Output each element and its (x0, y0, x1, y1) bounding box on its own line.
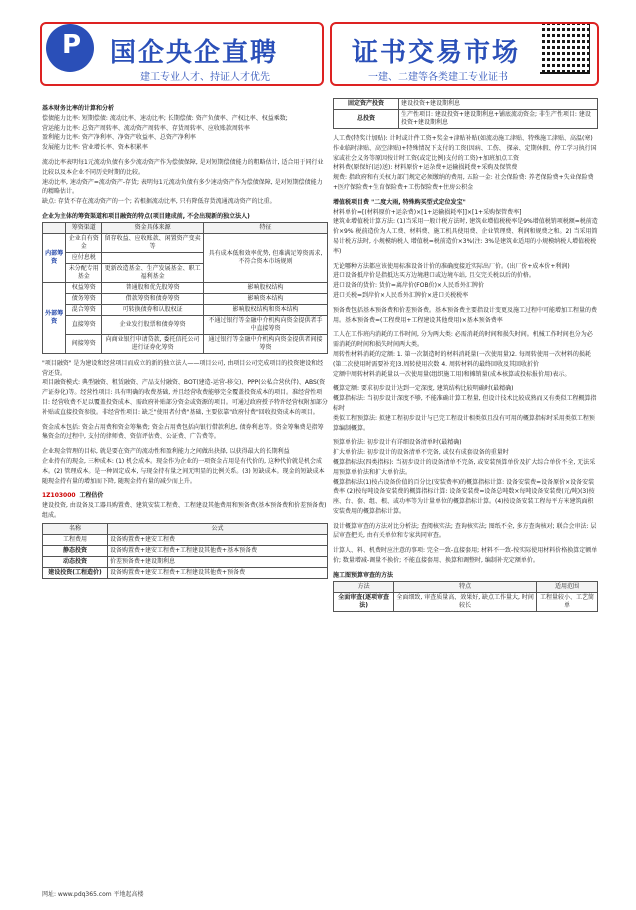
project-para: 项目融资模式: 典型融资、租赁融资、产品支付融资、BOT(建造-运营-移交)、PPP(公私合营伙伴)、ABS(资产证券化)等。经营性项目: 具有明确的收费基础, 并且经营收费能够完全覆盖投资成本的项目。准经营性项目: 经营收费不足以覆盖投资成本、需政府补贴部分资金或资源的项目。可通过政府授予特许经营权附加部分补贴或直接投资参股。非经营性项目: 缺乏"使用者付费"基础, 主要依靠"政府付费"回收投资成本的项目。 (42, 379, 328, 416)
reserve-para: 工人在工作班内消耗的工作时间, 分为两大类: 必需消耗的时间和损失时间。机械工作时间也分为必需消耗的时间和损失时间两大类。 (333, 331, 593, 349)
table-cell: 静态投资 (43, 545, 108, 556)
review-method-table (333, 581, 598, 612)
import-para: 进口设备的货价: 货价=离岸价(FOB价)×人民币外汇牌价 (333, 282, 484, 290)
ratio-title: 基本财务比率的计算和分析 (42, 105, 115, 112)
total-investment-table (333, 98, 598, 129)
ratio-line: 发展能力比率: 营业增长率、资本积累率 (42, 144, 148, 152)
ratio-line: 盈利能力比率: 资产净利率、净资产收益率、总资产净利率 (42, 134, 196, 142)
budget-para: 扩大单价法: 初步设计的设备清单不完备, 或仅有成套设备的重量时 (333, 449, 509, 457)
table-cell: 总投资 (334, 110, 399, 129)
table-cell: 设备购置费+建安工程费+工程建设其他费+预备费 (108, 567, 328, 578)
inner-label: 内部筹资 (43, 233, 66, 282)
tax-title: 增值税项目费 "二度大雨, 特殊购买型式定位发宝" (333, 198, 466, 206)
estimate-title: 工程估价 (79, 492, 104, 500)
budget-para: 概算指标法(四类指标): 当初步设计的设备清单不完备, 或安装预算单价及扩大综合单价不全, 无法采用预算单价法和扩大单价法。 (333, 458, 596, 476)
estimate-para: 建设投资, 由设备及工器具购置费、建筑安装工程费、工程建设其他费用和预备费(基本预备费和价差预备费)组成。 (42, 502, 327, 519)
banner-right-sub: 一建、二建等各类建工专业证书 (368, 72, 508, 83)
reserve-para: 周转性材料消耗的定额: 1. 第一次制造时的材料消耗量(一次使用量)2. 每周转使用一次材料的损耗(第二次使用时需要补充)3.周转使用次数 4. 周转材料的最终回收及其回收折价 (333, 350, 591, 368)
table-cell: 权益筹资 (66, 282, 102, 293)
table-cell: 建设投资+建设期利息 (399, 99, 598, 110)
banner (0, 0, 636, 92)
logo-letter: P (62, 30, 82, 60)
reserve-para: 预备费包括基本预备费和价差预备费。基本预备费主要指设计变更及施工过程中可能增加工程量的费用。基本预备费=(工程费用+工程建设其他费用)×基本预备费率 (333, 306, 598, 324)
table-cell: 设备购置费+建安工程费 (108, 534, 328, 545)
import-para: 进口关税=到岸价×人民币外汇牌价×进口关税税率 (333, 291, 469, 299)
import-para: 进口设备抵岸价是指抵达买方边境港口或边境车站, 且交完关税以后的价格。 (333, 272, 535, 280)
table1-title: 企业为主体的筹资渠道和项目融资的特点(项目建成前, 不会出现新的独立法人) (42, 212, 250, 220)
table-cell: 直接筹资 (66, 315, 102, 334)
table-cell: 留存收益、应收账款、闲置资产变卖等 (102, 233, 204, 252)
table-cell: 应付息税 (66, 252, 102, 263)
right-column (333, 98, 598, 612)
table-cell: 未分配专用基金 (66, 263, 102, 282)
table-cell: 具有成本低和效率优势, 但难满足筹资需求, 不符合资本市场规则 (204, 233, 328, 282)
investment-table (42, 523, 328, 579)
budget-para: 概算指标法(1)按占设备价值的百分比(安装费率)的概算指标计算: 设备安装费=设备原价×设备安装费率 (2)按每吨设备安装费的概算指标计算: 设备安装费=设备总吨数×每吨设备安装费(元/吨)(3)按座、台、套、组、根、或功率等为计量单位的概算指标计算。(4)按设备安装工程每平方米建筑面积安装费用的概算指标计算。 (333, 478, 595, 515)
table-cell: 企业发行股票和债券筹资 (102, 315, 204, 334)
table-cell: 全面审查(逐项审查法) (334, 592, 394, 611)
estimate-code: 1Z103000 (42, 492, 76, 500)
table-cell: 影响资本结构 (204, 293, 328, 304)
table-cell: 企业自有资金 (66, 233, 102, 252)
table1-header: 筹资渠道 (66, 222, 102, 233)
table-cell (102, 252, 204, 263)
table-cell: 动态投资 (43, 556, 108, 567)
banner-left-sub: 建工专业人才、持证人才优先 (140, 72, 270, 83)
tax-para: 建筑业增值税计算方法: (1)当采用一般计税方法时, 建筑业增值税税率是9%增值税销项税额=税前造价×9% 税前造价为人工费、材料费、施工机具使用费、企业管理费、利润和规费之和。2) 当采用简易计税方法时, 小规模纳税人 增值税=税前造价×3%(注: 3%是建筑业适用的小规模纳税人增值税税率) (333, 218, 598, 255)
table-cell: 债务筹资 (66, 293, 102, 304)
qr-code-overlay (540, 24, 588, 72)
left-column (42, 104, 328, 579)
table-cell: 间接筹资 (66, 334, 102, 353)
budget-para: 类似工程预算法: 拟建工程初步设计与已完工程设计相类似且没有可用的概算指标时采用类似工程预算编制概算。 (333, 414, 595, 432)
liquidity-line: 流动比率表明每1元流动负债有多少流动资产作为偿债保障, 是对短期偿债能力的粗略估计, 适合用于同行业比较以及本企业不同历史时期的比较。 (42, 158, 324, 176)
table-cell: 价差预备费+建设期利息 (108, 556, 328, 567)
budget-para: 概算定额: 要求初步设计达到一定深度, 建筑结构比较明确时(最精确) (333, 385, 514, 393)
project-para: "项目融资" 是为建设和经营项目而成立的新的独立法人——项目公司, 由项目公司完成项目的投资建设和经营还贷。 (42, 359, 324, 377)
cost-para: 人工费(特奖计加贴): 计时或计件工资+奖金+津贴补贴(如流动施工津贴、特殊施工津贴、高温(寒)作业临时津贴、高空津贴)+特殊情况下支付的工资(因病、工伤、 探亲、定期休假、停工学习执行国家或社会义务等原因按计时工资(或定比例)支付的工资)+加班加点工资 (333, 135, 597, 162)
table-cell: 全面细致, 审查质量高、效果好, 缺点工作量大, 时间较长 (394, 592, 537, 611)
budget-para: 预算单价法: 初步设计有详细设备清单时(最精确) (333, 439, 462, 447)
table-cell: 更新改造基金、生产发展基金、职工福利基金 (102, 263, 204, 282)
banner-left-title: 国企央企直聘 (110, 38, 279, 68)
project-para: 企业持有的现金, 三种成本: (1) 机会成本。现金作为企业的一项资金占用是有代价的, 这种代价就是机会成本。(2) 管理成本。是一种固定成本, 与现金持有量之间无明显的比例关系。(3) 短缺成本。现金的短缺成本随现金持有量的增加而下降, 随现金持有量的减少而上升。 (42, 457, 325, 485)
ratio-line: 营运能力比率: 总资产周转率、流动资产周转率、存货周转率、应收账款周转率 (42, 124, 250, 132)
table4-header: 方法 (334, 581, 394, 592)
table1-header: 特征 (204, 222, 328, 233)
footer: 网址: www.pdq365.com 平地起高楼 (42, 891, 144, 898)
reserve-para: 定额中周转材料消耗量以一次使用量(组织施工用)和摊销量(成本核算或投标报价用)表示。 (333, 370, 571, 378)
table-cell: 工程费用 (43, 534, 108, 545)
financing-table (42, 222, 328, 354)
liquidity-line: 缺点: 存货不存在流动资产的一个; 若根据流动比率, 只有降低存货流通流动资产的比重。 (42, 198, 276, 206)
table-cell: 固定资产投资 (334, 99, 399, 110)
tax-para: 材料单价=[(材料原价+运杂费)×[1+运输损耗率]]×[1+采购保管费率] (333, 208, 522, 216)
table4-header: 特点 (394, 581, 537, 592)
cost-para: 材料费(原保好(运)送): 材料原价+运杂费+运输损耗费+采购及保管费 (333, 164, 518, 172)
table-cell: 建设投资(工程造价) (43, 567, 108, 578)
table-cell: 不通过银行等金融中介机构向资金提供者手中直接筹资 (204, 315, 328, 334)
ratio-line: 偿债能力比率: 短期偿债: 流动比率、速动比率; 长期偿债: 资产负债率、产权比率、权益乘数; (42, 114, 288, 122)
table2-header: 名称 (43, 523, 108, 534)
project-para: 资金成本包括: 资金占用费和资金筹集费; 资金占用费包括向银行借款利息, 债券利息等。资金筹集费是指筹集资金的过程中, 支付的律师费、资信评估费、公证费、广告费等。 (42, 423, 324, 441)
review-para: 计算人、料、机费时应注意的事项: 完全一致-直接套用; 材料不一致-按实际使用材料价格换算定额单价; 数量增减-调量不换价; 不能直接套用、换算和调整时, 编制补充定额单价。 (333, 547, 598, 565)
table-cell: 混合筹资 (66, 304, 102, 315)
table-cell: 通过银行等金融中介机构向资金提供者间接筹资 (204, 334, 328, 353)
import-para: 无论哪种方法都应该使用标准设备计价的准确度接近实际出厂价。(出厂价+成本价+利润) (333, 262, 570, 270)
review-para: 设计概算审查的方法对比分析法; 查阅核实法; 查询核实法; 图纸不全, 多方查询核对; 联合会审法: 层层审查把关, 由有关单位和专家共同审查。 (333, 522, 597, 540)
budget-para: 概算指标法: 当初步设计深度不够, 不能准确计算工程量, 但设计技术比较成熟而又有类似工程概算指标时 (333, 395, 597, 412)
table-cell: 影响股权结构 (204, 282, 328, 293)
cost-para: 规费: 指政府和有关权力部门规定必须缴纳的费用, 五险一金: 社会保险费: 养老保险费+失业保险费+医疗保险费+生育保险费+工伤保险费+住房公积金 (333, 174, 594, 191)
liquidity-line: 速动比率, 速动资产=流动资产-存货; 表明每1元流动负债有多少速动资产作为偿债保障, 是对短期偿债能力的精略估计。 (42, 178, 323, 196)
table-cell: 设备购置费+建安工程费+工程建设其他费+基本预备费 (108, 545, 328, 556)
table-cell: 影响股权结构和资本结构 (204, 304, 328, 315)
table-cell: 借款筹资和债券筹资 (102, 293, 204, 304)
table-cell: 普通股和优先股筹资 (102, 282, 204, 293)
table1-header: 资金具体来源 (102, 222, 204, 233)
table4-title: 施工图预算审查的方法 (333, 571, 394, 579)
outer-label: 外部筹资 (43, 282, 66, 353)
table-cell: 向商业银行申请贷款, 委托信托公司进行证券化筹资 (102, 334, 204, 353)
project-para: 企业现金管理的目标, 就是要在资产的流动性和盈利能力之间做出抉择, 以获得最大的长期利益 (42, 448, 290, 456)
table2-header: 公式 (108, 523, 328, 534)
table-cell: 生产性项目: 建设投资+建设期利息+铺底流动资金; 非生产性项目: 建设投资+建设期利息 (399, 110, 598, 129)
table-cell: 可转换债券和认股权证 (102, 304, 204, 315)
banner-right-title: 证书交易市场 (352, 38, 521, 68)
table-cell: 工程量较小、工艺简单 (537, 592, 598, 611)
table4-header: 适用范围 (537, 581, 598, 592)
